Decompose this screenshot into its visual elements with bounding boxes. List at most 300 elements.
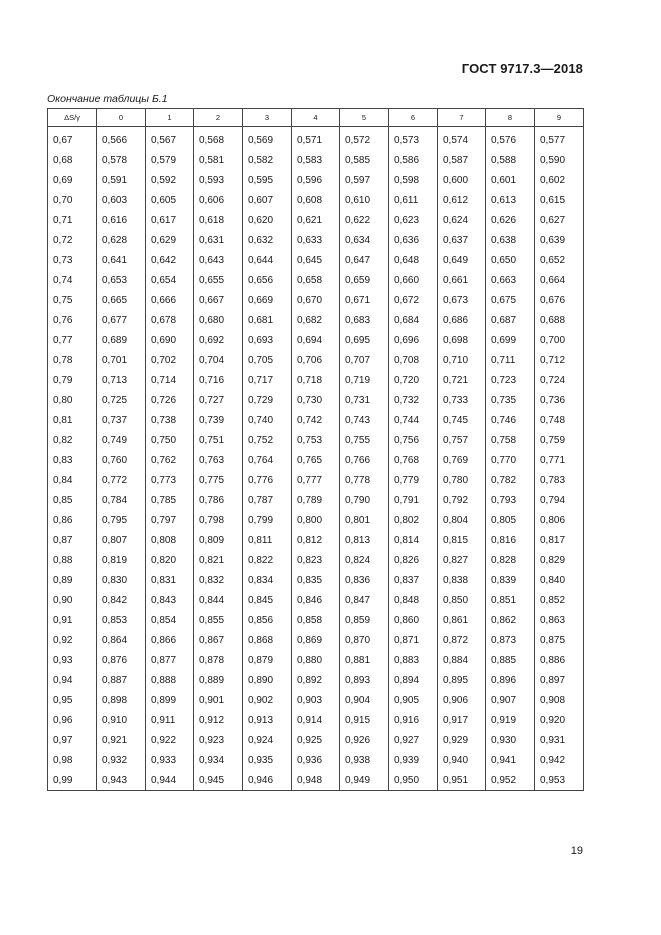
value-cell: 0,840 xyxy=(535,570,584,590)
value-cell: 0,870 xyxy=(340,630,389,650)
value-cell: 0,925 xyxy=(292,730,340,750)
value-cell: 0,723 xyxy=(486,370,535,390)
value-cell: 0,664 xyxy=(535,270,584,290)
value-cell: 0,813 xyxy=(340,530,389,550)
value-cell: 0,817 xyxy=(535,530,584,550)
value-cell: 0,762 xyxy=(146,450,194,470)
value-cell: 0,880 xyxy=(292,650,340,670)
value-cell: 0,585 xyxy=(340,150,389,170)
value-cell: 0,772 xyxy=(97,470,146,490)
table-row xyxy=(48,670,584,690)
row-label-cell: 0,69 xyxy=(48,170,97,190)
value-cell: 0,750 xyxy=(146,430,194,450)
value-cell: 0,949 xyxy=(340,770,389,791)
value-cell: 0,916 xyxy=(389,710,438,730)
value-cell: 0,738 xyxy=(146,410,194,430)
value-cell: 0,855 xyxy=(194,610,243,630)
value-cell: 0,638 xyxy=(486,230,535,250)
value-cell: 0,680 xyxy=(194,310,243,330)
value-cell: 0,626 xyxy=(486,210,535,230)
value-cell: 0,777 xyxy=(292,470,340,490)
value-cell: 0,807 xyxy=(97,530,146,550)
value-cell: 0,790 xyxy=(340,490,389,510)
value-cell: 0,730 xyxy=(292,390,340,410)
value-cell: 0,843 xyxy=(146,590,194,610)
value-cell: 0,898 xyxy=(97,690,146,710)
value-cell: 0,814 xyxy=(389,530,438,550)
value-cell: 0,906 xyxy=(438,690,486,710)
row-label-cell: 0,75 xyxy=(48,290,97,310)
row-label-cell: 0,96 xyxy=(48,710,97,730)
value-cell: 0,820 xyxy=(146,550,194,570)
value-cell: 0,687 xyxy=(486,310,535,330)
row-label-cell: 0,89 xyxy=(48,570,97,590)
value-cell: 0,704 xyxy=(194,350,243,370)
column-header-2: 2 xyxy=(194,109,243,127)
value-cell: 0,798 xyxy=(194,510,243,530)
value-cell: 0,621 xyxy=(292,210,340,230)
row-label-cell: 0,91 xyxy=(48,610,97,630)
value-cell: 0,642 xyxy=(146,250,194,270)
value-cell: 0,931 xyxy=(535,730,584,750)
value-cell: 0,720 xyxy=(389,370,438,390)
value-cell: 0,867 xyxy=(194,630,243,650)
value-cell: 0,768 xyxy=(389,450,438,470)
value-cell: 0,902 xyxy=(243,690,292,710)
value-cell: 0,915 xyxy=(340,710,389,730)
column-header-7: 7 xyxy=(438,109,486,127)
value-cell: 0,950 xyxy=(389,770,438,791)
value-cell: 0,922 xyxy=(146,730,194,750)
value-cell: 0,856 xyxy=(243,610,292,630)
value-cell: 0,607 xyxy=(243,190,292,210)
value-cell: 0,727 xyxy=(194,390,243,410)
value-cell: 0,838 xyxy=(438,570,486,590)
value-cell: 0,828 xyxy=(486,550,535,570)
value-cell: 0,571 xyxy=(292,127,340,151)
value-cell: 0,942 xyxy=(535,750,584,770)
value-cell: 0,731 xyxy=(340,390,389,410)
value-cell: 0,771 xyxy=(535,450,584,470)
value-cell: 0,801 xyxy=(340,510,389,530)
row-label-cell: 0,81 xyxy=(48,410,97,430)
value-cell: 0,780 xyxy=(438,470,486,490)
value-cell: 0,656 xyxy=(243,270,292,290)
value-cell: 0,740 xyxy=(243,410,292,430)
value-cell: 0,636 xyxy=(389,230,438,250)
table-row xyxy=(48,250,584,270)
row-label-cell: 0,92 xyxy=(48,630,97,650)
value-cell: 0,644 xyxy=(243,250,292,270)
value-cell: 0,699 xyxy=(486,330,535,350)
value-cell: 0,677 xyxy=(97,310,146,330)
value-cell: 0,837 xyxy=(389,570,438,590)
value-cell: 0,579 xyxy=(146,150,194,170)
row-label-cell: 0,67 xyxy=(48,127,97,151)
value-cell: 0,566 xyxy=(97,127,146,151)
value-cell: 0,628 xyxy=(97,230,146,250)
table-row xyxy=(48,430,584,450)
value-cell: 0,745 xyxy=(438,410,486,430)
value-cell: 0,852 xyxy=(535,590,584,610)
value-cell: 0,930 xyxy=(486,730,535,750)
value-cell: 0,618 xyxy=(194,210,243,230)
row-label-cell: 0,82 xyxy=(48,430,97,450)
value-cell: 0,889 xyxy=(194,670,243,690)
value-cell: 0,848 xyxy=(389,590,438,610)
value-cell: 0,749 xyxy=(97,430,146,450)
value-cell: 0,914 xyxy=(292,710,340,730)
table-row xyxy=(48,150,584,170)
value-cell: 0,617 xyxy=(146,210,194,230)
column-header-9: 9 xyxy=(535,109,584,127)
value-cell: 0,694 xyxy=(292,330,340,350)
value-cell: 0,620 xyxy=(243,210,292,230)
row-label-cell: 0,87 xyxy=(48,530,97,550)
value-cell: 0,822 xyxy=(243,550,292,570)
value-cell: 0,903 xyxy=(292,690,340,710)
value-cell: 0,823 xyxy=(292,550,340,570)
value-cell: 0,806 xyxy=(535,510,584,530)
value-cell: 0,647 xyxy=(340,250,389,270)
value-cell: 0,670 xyxy=(292,290,340,310)
value-cell: 0,779 xyxy=(389,470,438,490)
value-cell: 0,708 xyxy=(389,350,438,370)
value-cell: 0,660 xyxy=(389,270,438,290)
value-cell: 0,707 xyxy=(340,350,389,370)
table-row xyxy=(48,650,584,670)
value-cell: 0,622 xyxy=(340,210,389,230)
value-cell: 0,684 xyxy=(389,310,438,330)
value-cell: 0,917 xyxy=(438,710,486,730)
value-cell: 0,717 xyxy=(243,370,292,390)
value-cell: 0,805 xyxy=(486,510,535,530)
column-header-6: 6 xyxy=(389,109,438,127)
value-cell: 0,576 xyxy=(486,127,535,151)
value-cell: 0,775 xyxy=(194,470,243,490)
value-cell: 0,667 xyxy=(194,290,243,310)
column-header-1: 1 xyxy=(146,109,194,127)
value-cell: 0,935 xyxy=(243,750,292,770)
value-cell: 0,847 xyxy=(340,590,389,610)
value-cell: 0,759 xyxy=(535,430,584,450)
value-cell: 0,939 xyxy=(389,750,438,770)
column-header-3: 3 xyxy=(243,109,292,127)
value-cell: 0,936 xyxy=(292,750,340,770)
value-cell: 0,892 xyxy=(292,670,340,690)
value-cell: 0,764 xyxy=(243,450,292,470)
value-cell: 0,809 xyxy=(194,530,243,550)
table-row xyxy=(48,610,584,630)
value-cell: 0,851 xyxy=(486,590,535,610)
value-cell: 0,689 xyxy=(97,330,146,350)
column-header-5: 5 xyxy=(340,109,389,127)
value-cell: 0,885 xyxy=(486,650,535,670)
value-cell: 0,686 xyxy=(438,310,486,330)
value-cell: 0,716 xyxy=(194,370,243,390)
value-cell: 0,864 xyxy=(97,630,146,650)
value-cell: 0,839 xyxy=(486,570,535,590)
value-cell: 0,737 xyxy=(97,410,146,430)
row-label-cell: 0,95 xyxy=(48,690,97,710)
value-cell: 0,853 xyxy=(97,610,146,630)
value-cell: 0,598 xyxy=(389,170,438,190)
value-cell: 0,673 xyxy=(438,290,486,310)
value-cell: 0,871 xyxy=(389,630,438,650)
value-cell: 0,676 xyxy=(535,290,584,310)
value-cell: 0,938 xyxy=(340,750,389,770)
value-cell: 0,926 xyxy=(340,730,389,750)
value-cell: 0,602 xyxy=(535,170,584,190)
value-cell: 0,587 xyxy=(438,150,486,170)
data-table xyxy=(47,108,584,791)
value-cell: 0,590 xyxy=(535,150,584,170)
table-row xyxy=(48,290,584,310)
value-cell: 0,794 xyxy=(535,490,584,510)
value-cell: 0,908 xyxy=(535,690,584,710)
value-cell: 0,799 xyxy=(243,510,292,530)
value-cell: 0,627 xyxy=(535,210,584,230)
value-cell: 0,624 xyxy=(438,210,486,230)
value-cell: 0,835 xyxy=(292,570,340,590)
table-row xyxy=(48,127,584,151)
value-cell: 0,601 xyxy=(486,170,535,190)
value-cell: 0,952 xyxy=(486,770,535,791)
value-cell: 0,586 xyxy=(389,150,438,170)
value-cell: 0,751 xyxy=(194,430,243,450)
table-row xyxy=(48,710,584,730)
value-cell: 0,623 xyxy=(389,210,438,230)
table-header-row xyxy=(48,109,584,127)
value-cell: 0,643 xyxy=(194,250,243,270)
row-label-cell: 0,78 xyxy=(48,350,97,370)
value-cell: 0,573 xyxy=(389,127,438,151)
value-cell: 0,887 xyxy=(97,670,146,690)
value-cell: 0,872 xyxy=(438,630,486,650)
value-cell: 0,834 xyxy=(243,570,292,590)
value-cell: 0,634 xyxy=(340,230,389,250)
table-row xyxy=(48,410,584,430)
value-cell: 0,712 xyxy=(535,350,584,370)
value-cell: 0,733 xyxy=(438,390,486,410)
value-cell: 0,746 xyxy=(486,410,535,430)
value-cell: 0,878 xyxy=(194,650,243,670)
value-cell: 0,846 xyxy=(292,590,340,610)
value-cell: 0,894 xyxy=(389,670,438,690)
value-cell: 0,757 xyxy=(438,430,486,450)
table-row xyxy=(48,750,584,770)
value-cell: 0,941 xyxy=(486,750,535,770)
table-body xyxy=(48,127,584,791)
value-cell: 0,705 xyxy=(243,350,292,370)
value-cell: 0,605 xyxy=(146,190,194,210)
value-cell: 0,669 xyxy=(243,290,292,310)
row-label-cell: 0,80 xyxy=(48,390,97,410)
value-cell: 0,633 xyxy=(292,230,340,250)
value-cell: 0,800 xyxy=(292,510,340,530)
value-cell: 0,639 xyxy=(535,230,584,250)
value-cell: 0,862 xyxy=(486,610,535,630)
value-cell: 0,793 xyxy=(486,490,535,510)
value-cell: 0,641 xyxy=(97,250,146,270)
value-cell: 0,569 xyxy=(243,127,292,151)
value-cell: 0,693 xyxy=(243,330,292,350)
value-cell: 0,736 xyxy=(535,390,584,410)
value-cell: 0,934 xyxy=(194,750,243,770)
row-label-cell: 0,98 xyxy=(48,750,97,770)
table-row xyxy=(48,350,584,370)
document-code: ГОСТ 9717.3—2018 xyxy=(461,61,583,76)
table-row xyxy=(48,170,584,190)
value-cell: 0,659 xyxy=(340,270,389,290)
value-cell: 0,893 xyxy=(340,670,389,690)
value-cell: 0,808 xyxy=(146,530,194,550)
value-cell: 0,895 xyxy=(438,670,486,690)
value-cell: 0,718 xyxy=(292,370,340,390)
value-cell: 0,678 xyxy=(146,310,194,330)
value-cell: 0,661 xyxy=(438,270,486,290)
value-cell: 0,912 xyxy=(194,710,243,730)
column-header-8: 8 xyxy=(486,109,535,127)
value-cell: 0,785 xyxy=(146,490,194,510)
value-cell: 0,845 xyxy=(243,590,292,610)
value-cell: 0,753 xyxy=(292,430,340,450)
value-cell: 0,631 xyxy=(194,230,243,250)
value-cell: 0,933 xyxy=(146,750,194,770)
value-cell: 0,944 xyxy=(146,770,194,791)
value-cell: 0,766 xyxy=(340,450,389,470)
value-cell: 0,819 xyxy=(97,550,146,570)
value-cell: 0,600 xyxy=(438,170,486,190)
table-row xyxy=(48,450,584,470)
value-cell: 0,951 xyxy=(438,770,486,791)
value-cell: 0,953 xyxy=(535,770,584,791)
value-cell: 0,653 xyxy=(97,270,146,290)
value-cell: 0,860 xyxy=(389,610,438,630)
value-cell: 0,742 xyxy=(292,410,340,430)
value-cell: 0,637 xyxy=(438,230,486,250)
value-cell: 0,854 xyxy=(146,610,194,630)
value-cell: 0,905 xyxy=(389,690,438,710)
value-cell: 0,595 xyxy=(243,170,292,190)
value-cell: 0,782 xyxy=(486,470,535,490)
value-cell: 0,692 xyxy=(194,330,243,350)
value-cell: 0,675 xyxy=(486,290,535,310)
value-cell: 0,787 xyxy=(243,490,292,510)
value-cell: 0,896 xyxy=(486,670,535,690)
value-cell: 0,713 xyxy=(97,370,146,390)
value-cell: 0,943 xyxy=(97,770,146,791)
value-cell: 0,592 xyxy=(146,170,194,190)
row-label-cell: 0,86 xyxy=(48,510,97,530)
row-label-cell: 0,77 xyxy=(48,330,97,350)
value-cell: 0,719 xyxy=(340,370,389,390)
value-cell: 0,940 xyxy=(438,750,486,770)
row-label-cell: 0,76 xyxy=(48,310,97,330)
row-label-cell: 0,84 xyxy=(48,470,97,490)
value-cell: 0,783 xyxy=(535,470,584,490)
row-label-cell: 0,90 xyxy=(48,590,97,610)
value-cell: 0,748 xyxy=(535,410,584,430)
value-cell: 0,648 xyxy=(389,250,438,270)
value-cell: 0,702 xyxy=(146,350,194,370)
value-cell: 0,756 xyxy=(389,430,438,450)
value-cell: 0,923 xyxy=(194,730,243,750)
value-cell: 0,581 xyxy=(194,150,243,170)
value-cell: 0,724 xyxy=(535,370,584,390)
value-cell: 0,574 xyxy=(438,127,486,151)
value-cell: 0,901 xyxy=(194,690,243,710)
value-cell: 0,897 xyxy=(535,670,584,690)
value-cell: 0,681 xyxy=(243,310,292,330)
table-row xyxy=(48,490,584,510)
value-cell: 0,861 xyxy=(438,610,486,630)
table-row xyxy=(48,510,584,530)
value-cell: 0,827 xyxy=(438,550,486,570)
row-label-cell: 0,97 xyxy=(48,730,97,750)
value-cell: 0,773 xyxy=(146,470,194,490)
value-cell: 0,650 xyxy=(486,250,535,270)
value-cell: 0,945 xyxy=(194,770,243,791)
value-cell: 0,763 xyxy=(194,450,243,470)
table-row xyxy=(48,330,584,350)
value-cell: 0,888 xyxy=(146,670,194,690)
value-cell: 0,932 xyxy=(97,750,146,770)
value-cell: 0,583 xyxy=(292,150,340,170)
value-cell: 0,821 xyxy=(194,550,243,570)
table-row xyxy=(48,270,584,290)
value-cell: 0,802 xyxy=(389,510,438,530)
value-cell: 0,700 xyxy=(535,330,584,350)
table-row xyxy=(48,530,584,550)
value-cell: 0,690 xyxy=(146,330,194,350)
value-cell: 0,606 xyxy=(194,190,243,210)
row-label-cell: 0,79 xyxy=(48,370,97,390)
table-row xyxy=(48,370,584,390)
table-row xyxy=(48,630,584,650)
value-cell: 0,830 xyxy=(97,570,146,590)
table-row xyxy=(48,230,584,250)
value-cell: 0,698 xyxy=(438,330,486,350)
value-cell: 0,924 xyxy=(243,730,292,750)
row-label-cell: 0,83 xyxy=(48,450,97,470)
value-cell: 0,706 xyxy=(292,350,340,370)
value-cell: 0,688 xyxy=(535,310,584,330)
value-cell: 0,663 xyxy=(486,270,535,290)
value-cell: 0,911 xyxy=(146,710,194,730)
value-cell: 0,582 xyxy=(243,150,292,170)
value-cell: 0,729 xyxy=(243,390,292,410)
value-cell: 0,831 xyxy=(146,570,194,590)
value-cell: 0,770 xyxy=(486,450,535,470)
value-cell: 0,596 xyxy=(292,170,340,190)
row-label-cell: 0,99 xyxy=(48,770,97,791)
value-cell: 0,725 xyxy=(97,390,146,410)
value-cell: 0,875 xyxy=(535,630,584,650)
value-cell: 0,765 xyxy=(292,450,340,470)
value-cell: 0,610 xyxy=(340,190,389,210)
value-cell: 0,597 xyxy=(340,170,389,190)
value-cell: 0,732 xyxy=(389,390,438,410)
value-cell: 0,868 xyxy=(243,630,292,650)
value-cell: 0,795 xyxy=(97,510,146,530)
table-row xyxy=(48,730,584,750)
value-cell: 0,665 xyxy=(97,290,146,310)
value-cell: 0,910 xyxy=(97,710,146,730)
value-cell: 0,789 xyxy=(292,490,340,510)
value-cell: 0,611 xyxy=(389,190,438,210)
value-cell: 0,613 xyxy=(486,190,535,210)
